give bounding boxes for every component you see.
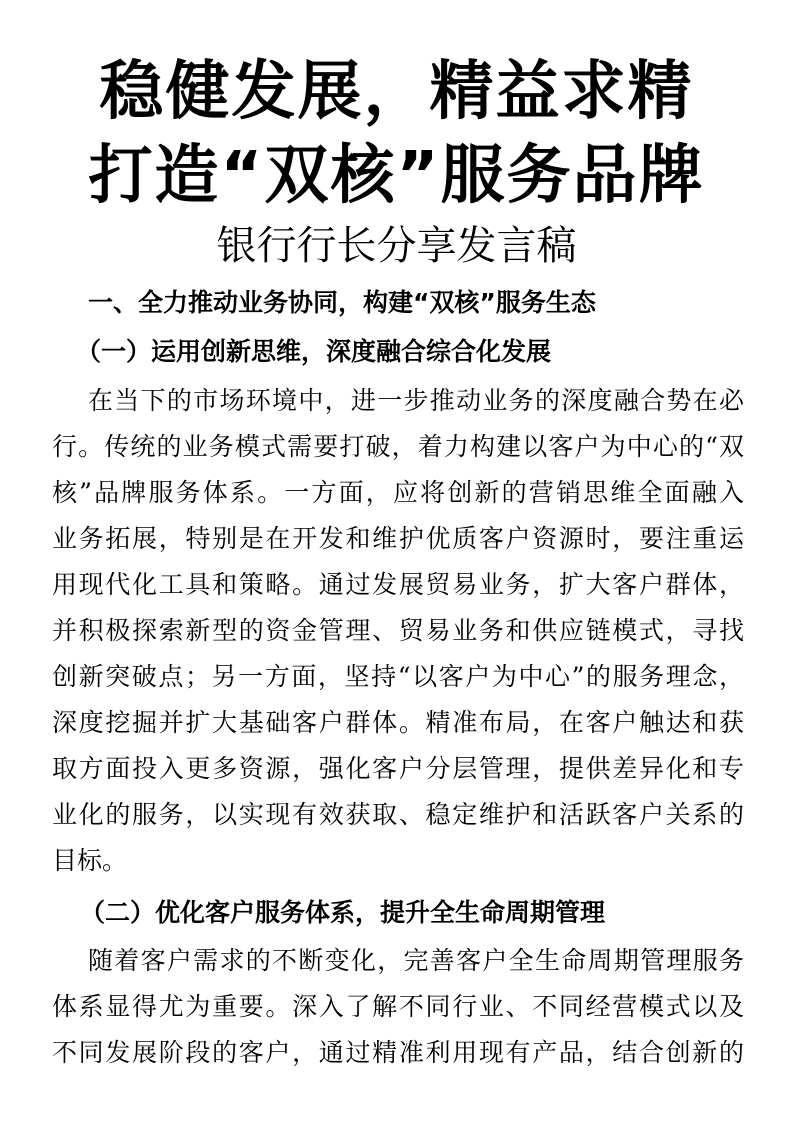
subsection-heading-2: （二）优化客户服务体系，提升全生命周期管理 [80, 898, 606, 927]
paragraph-line: 并积极探索新型的资金管理、贸易业务和供应链模式，寻找 [52, 616, 744, 645]
paragraph-line: 业务拓展，特别是在开发和维护优质客户资源时，要注重运 [52, 524, 744, 553]
paragraph-line: 创新突破点；另一方面，坚持“以客户为中心”的服务理念， [52, 662, 744, 691]
paragraph-line: 随着客户需求的不断变化，完善客户全生命周期管理服务 [88, 946, 744, 975]
paragraph-line: 用现代化工具和策略。通过发展贸易业务，扩大客户群体， [52, 570, 744, 599]
paragraph-line: 业化的服务，以实现有效获取、稳定维护和活跃客户关系的 [52, 800, 744, 829]
paragraph-line: 深度挖掘并扩大基础客户群体。精准布局，在客户触达和获 [52, 708, 744, 737]
subsection-heading-1: （一）运用创新思维，深度融合综合化发展 [76, 337, 552, 366]
paragraph-line: 核”品牌服务体系。一方面，应将创新的营销思维全面融入 [52, 478, 744, 507]
section-heading-1: 一、全力推动业务协同，构建“双核”服务生态 [88, 288, 596, 317]
document-subtitle: 银行行长分享发言稿 [216, 223, 577, 269]
document-title-line-1: 稳健发展，精益求精 [99, 55, 694, 129]
paragraph-line: 目标。 [52, 846, 128, 875]
paragraph-line: 在当下的市场环境中，进一步推动业务的深度融合势在必 [88, 386, 744, 415]
paragraph-line: 行。传统的业务模式需要打破，着力构建以客户为中心的“双 [52, 432, 744, 461]
paragraph-line: 取方面投入更多资源，强化客户分层管理，提供差异化和专 [52, 754, 744, 783]
paragraph-line: 体系显得尤为重要。深入了解不同行业、不同经营模式以及 [52, 992, 744, 1021]
document-title-line-2: 打造“双核”服务品牌 [88, 139, 705, 213]
paragraph-line: 不同发展阶段的客户，通过精准利用现有产品，结合创新的 [52, 1038, 744, 1067]
